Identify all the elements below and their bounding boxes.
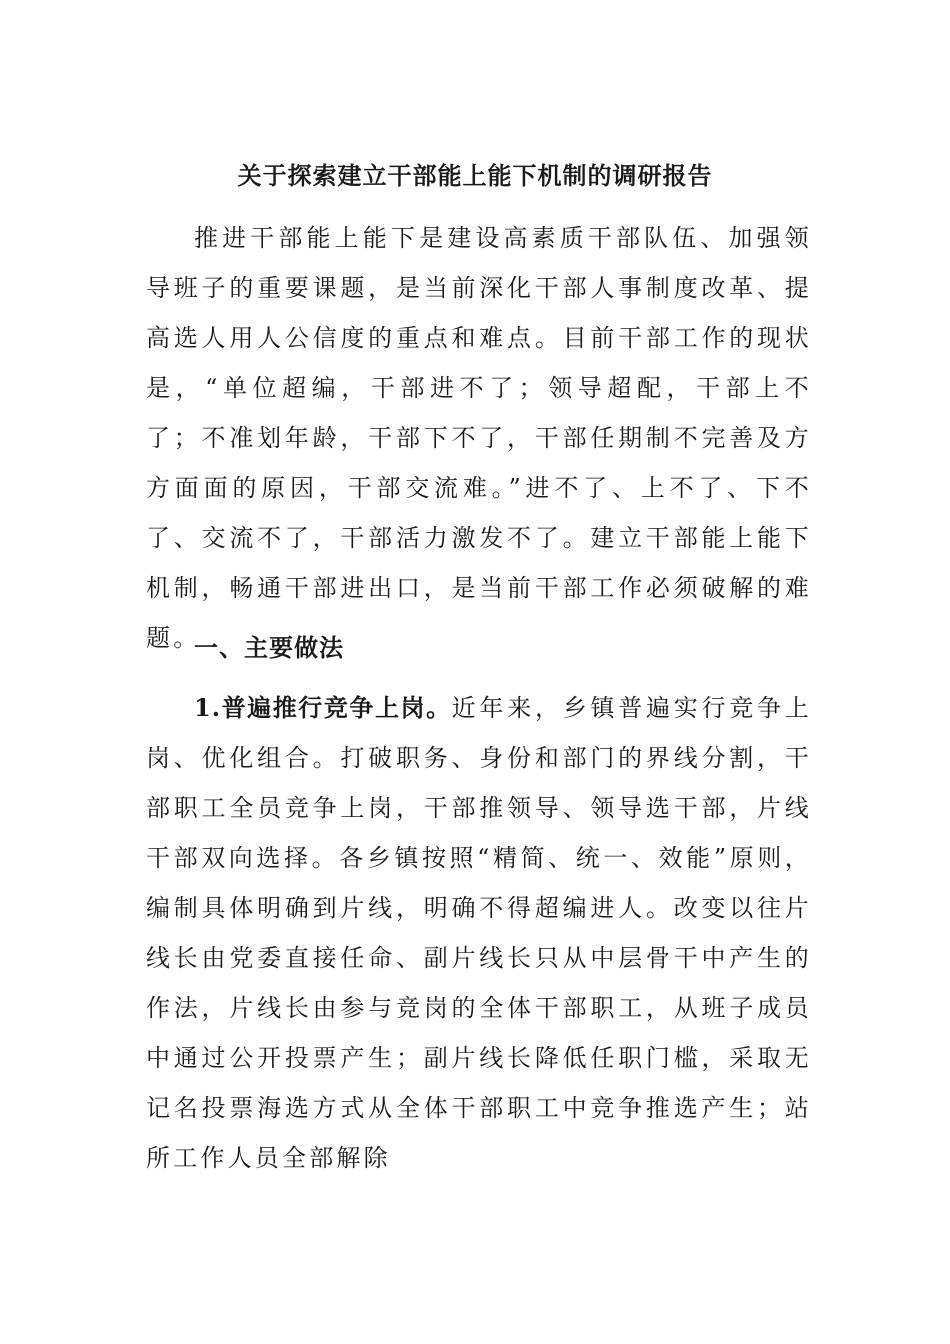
- document-title: 关于探索建立干部能上能下机制的调研报告: [237, 161, 713, 190]
- section-heading-main-practices: 一、主要做法: [194, 633, 344, 662]
- paragraph-body: 近年来，乡镇普遍实行竞争上岗、优化组合。打破职务、身份和部门的界线分割，干部职工全员竞争上岗，干部推领导、领导选干部，片线干部双向选择。各乡镇按照“精简、统一、效能”原则，编制具体明确到片线，明确不得超编进人。改变以往片线长由党委直接任命、副片线长只从中层骨干中产生的作法，片线长由参与竞岗的全体干部职工，从班子成员中通过公开投票产生；副片线长降低任职门槛，采取无记名投票海选方式从全体干部职工中竞争推选产生；站所工作人员全部解除: [146, 694, 812, 1172]
- practice-paragraph-1: [146, 683, 812, 1183]
- paragraph-lead-heading: 1.普遍推行竞争上岗。: [194, 693, 452, 722]
- intro-paragraph: 推进干部能上能下是建设高素质干部队伍、加强领导班子的重要课题，是当前深化干部人事制度改革、提高选人用人公信度的重点和难点。目前干部工作的现状是，“单位超编，干部进不了；领导超配，干部上不了；不准划年龄，干部下不了，干部任期制不完善及方方面面的原因，干部交流难。”进不了、上不了、下不了、交流不了，干部活力激发不了。建立干部能上能下机制，畅通干部进出口，是当前干部工作必须破解的难题。: [146, 224, 812, 652]
